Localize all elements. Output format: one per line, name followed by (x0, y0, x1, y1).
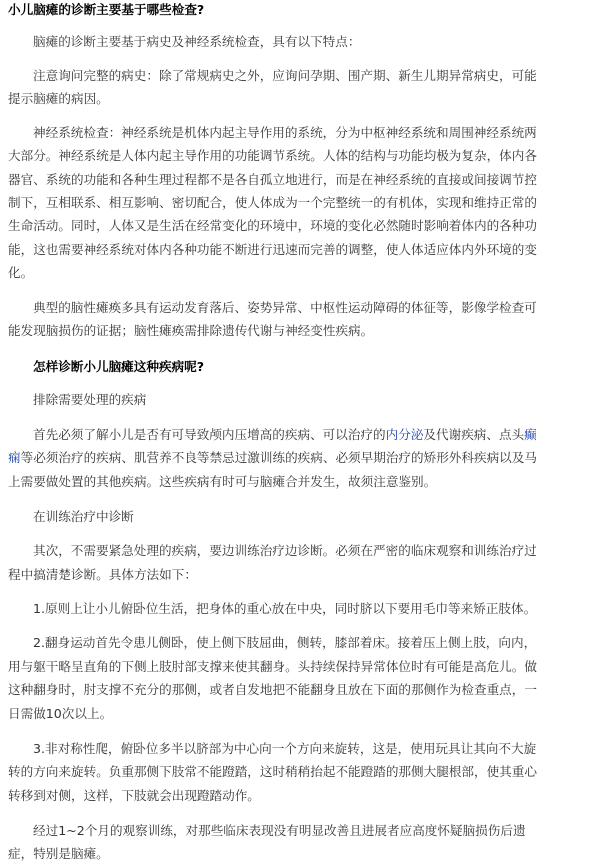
epilepsy-link-part2[interactable]: 痫 (8, 450, 21, 465)
paragraph-exclude-line1 (33, 426, 537, 444)
paragraph-method2-line2: 用与躯干略呈直角的下侧上肢肘部支撑来使其翻身。头持续保持异常体位时有可能是高危儿。做 (8, 659, 537, 674)
paragraph-history-line2: 提示脑瘫的病因。 (8, 91, 109, 106)
subheading-diagnose-in-training: 在训练治疗中诊断 (33, 509, 134, 524)
endocrine-link[interactable]: 内分泌 (385, 427, 424, 442)
paragraph-method1: 1.原则上让小儿俯卧位生活，把身体的重心放在中央，同时脐以下要用毛巾等来矫正肢体。 (33, 601, 537, 616)
paragraph-neuro-line6: 能，这也需要神经系统对体内各种功能不断进行迅速而完善的调整，使人体适应体内外环境的变 (8, 242, 537, 257)
paragraph-neuro-line7: 化。 (8, 265, 34, 280)
paragraph-method2-line3: 这种翻身时，肘支撑不充分的那侧，或者自发地把不能翻身且放在下面的那侧作为检查重点，一 (8, 682, 537, 697)
paragraph-typical-line1: 典型的脑性瘫痪多具有运动发育落后、姿势异常、中枢性运动障碍的体征等，影像学检查可 (33, 300, 537, 315)
paragraph-neuro-line1: 神经系统检查：神经系统是机体内起主导作用的系统，分为中枢神经系统和周围神经系统两 (33, 125, 537, 140)
paragraph-intro: 脑瘫的诊断主要基于病史及神经系统检查，具有以下特点： (33, 34, 361, 49)
paragraph-exclude-text-c: 等必须治疗的疾病、肌营养不良等禁忌过激训练的疾病、必须早期治疗的矫形外科疾病以及马 (20, 450, 537, 465)
subheading-exclude-diseases: 排除需要处理的疾病 (33, 392, 147, 407)
epilepsy-link-part1[interactable]: 癫 (524, 427, 537, 442)
paragraph-exclude-text-b: 及代谢疾病、点头 (423, 427, 525, 442)
paragraph-neuro-line2: 大部分。神经系统是人体内起主导作用的功能调节系统。人体的结构与功能均极为复杂，体内各 (8, 148, 537, 163)
heading-how-to-diagnose: 怎样诊断小儿脑瘫这种疾病呢? (33, 359, 205, 374)
paragraph-method2-line1: 2.翻身运动首先令患儿侧卧，使上侧下肢屈曲，侧转，膝部着床。接着压上侧上肢，向内， (33, 635, 537, 650)
paragraph-method2-line4: 日需做10次以上。 (8, 706, 113, 721)
paragraph-neuro-line5: 生命活动。同时，人体又是生活在经常变化的环境中，环境的变化必然随时影响着体内的各种功 (8, 218, 537, 233)
paragraph-neuro-line4: 制下，互相联系、相互影响、密切配合，使人体成为一个完整统一的有机体，实现和维持正常的 (8, 195, 537, 210)
paragraph-neuro-line3: 器官、系统的功能和各种生理过程都不是各自孤立地进行，而是在神经系统的直接或间接调节控 (8, 172, 537, 187)
paragraph-history-line1: 注意询问完整的病史：除了常规病史之外，应询问孕期、围产期、新生儿期异常病史，可能 (33, 68, 537, 83)
paragraph-method3-line2: 转的方向来旋转。负重那侧下肢常不能蹬踏，这时稍稍抬起不能蹬踏的那侧大腿根部，使其重心 (8, 764, 537, 779)
paragraph-conclusion-line1: 经过1~2个月的观察训练，对那些临床表现没有明显改善且进展者应高度怀疑脑损伤后遗 (33, 823, 526, 838)
paragraph-typical-line2: 能发现脑损伤的证据；脑性瘫痪需排除遗传代谢与神经变性疾病。 (8, 323, 374, 338)
paragraph-conclusion-line2: 症，特别是脑瘫。 (8, 846, 109, 861)
paragraph-exclude-line3: 上需要做处置的其他疾病。这些疾病有时可与脑瘫合并发生，故须注意鉴别。 (8, 474, 437, 489)
paragraph-method3-line3: 转移到对侧，这样，下肢就会出现蹬踏动作。 (8, 788, 260, 803)
paragraph-method3-line1: 3.非对称性爬，俯卧位多半以脐部为中心向一个方向来旋转，这是，使用玩具让其向不大旋 (33, 741, 537, 756)
paragraph-exclude-line2 (8, 449, 537, 467)
paragraph-exclude-text-a: 首先必须了解小儿是否有可导致颅内压增高的疾病、可以治疗的 (33, 427, 386, 442)
paragraph-secondly-line2: 程中搞清楚诊断。具体方法如下： (8, 567, 197, 582)
heading-diagnosis-basis: 小儿脑瘫的诊断主要基于哪些检查? (8, 2, 205, 17)
paragraph-secondly-line1: 其次，不需要紧急处理的疾病，要边训练治疗边诊断。必须在严密的临床观察和训练治疗过 (33, 543, 537, 558)
